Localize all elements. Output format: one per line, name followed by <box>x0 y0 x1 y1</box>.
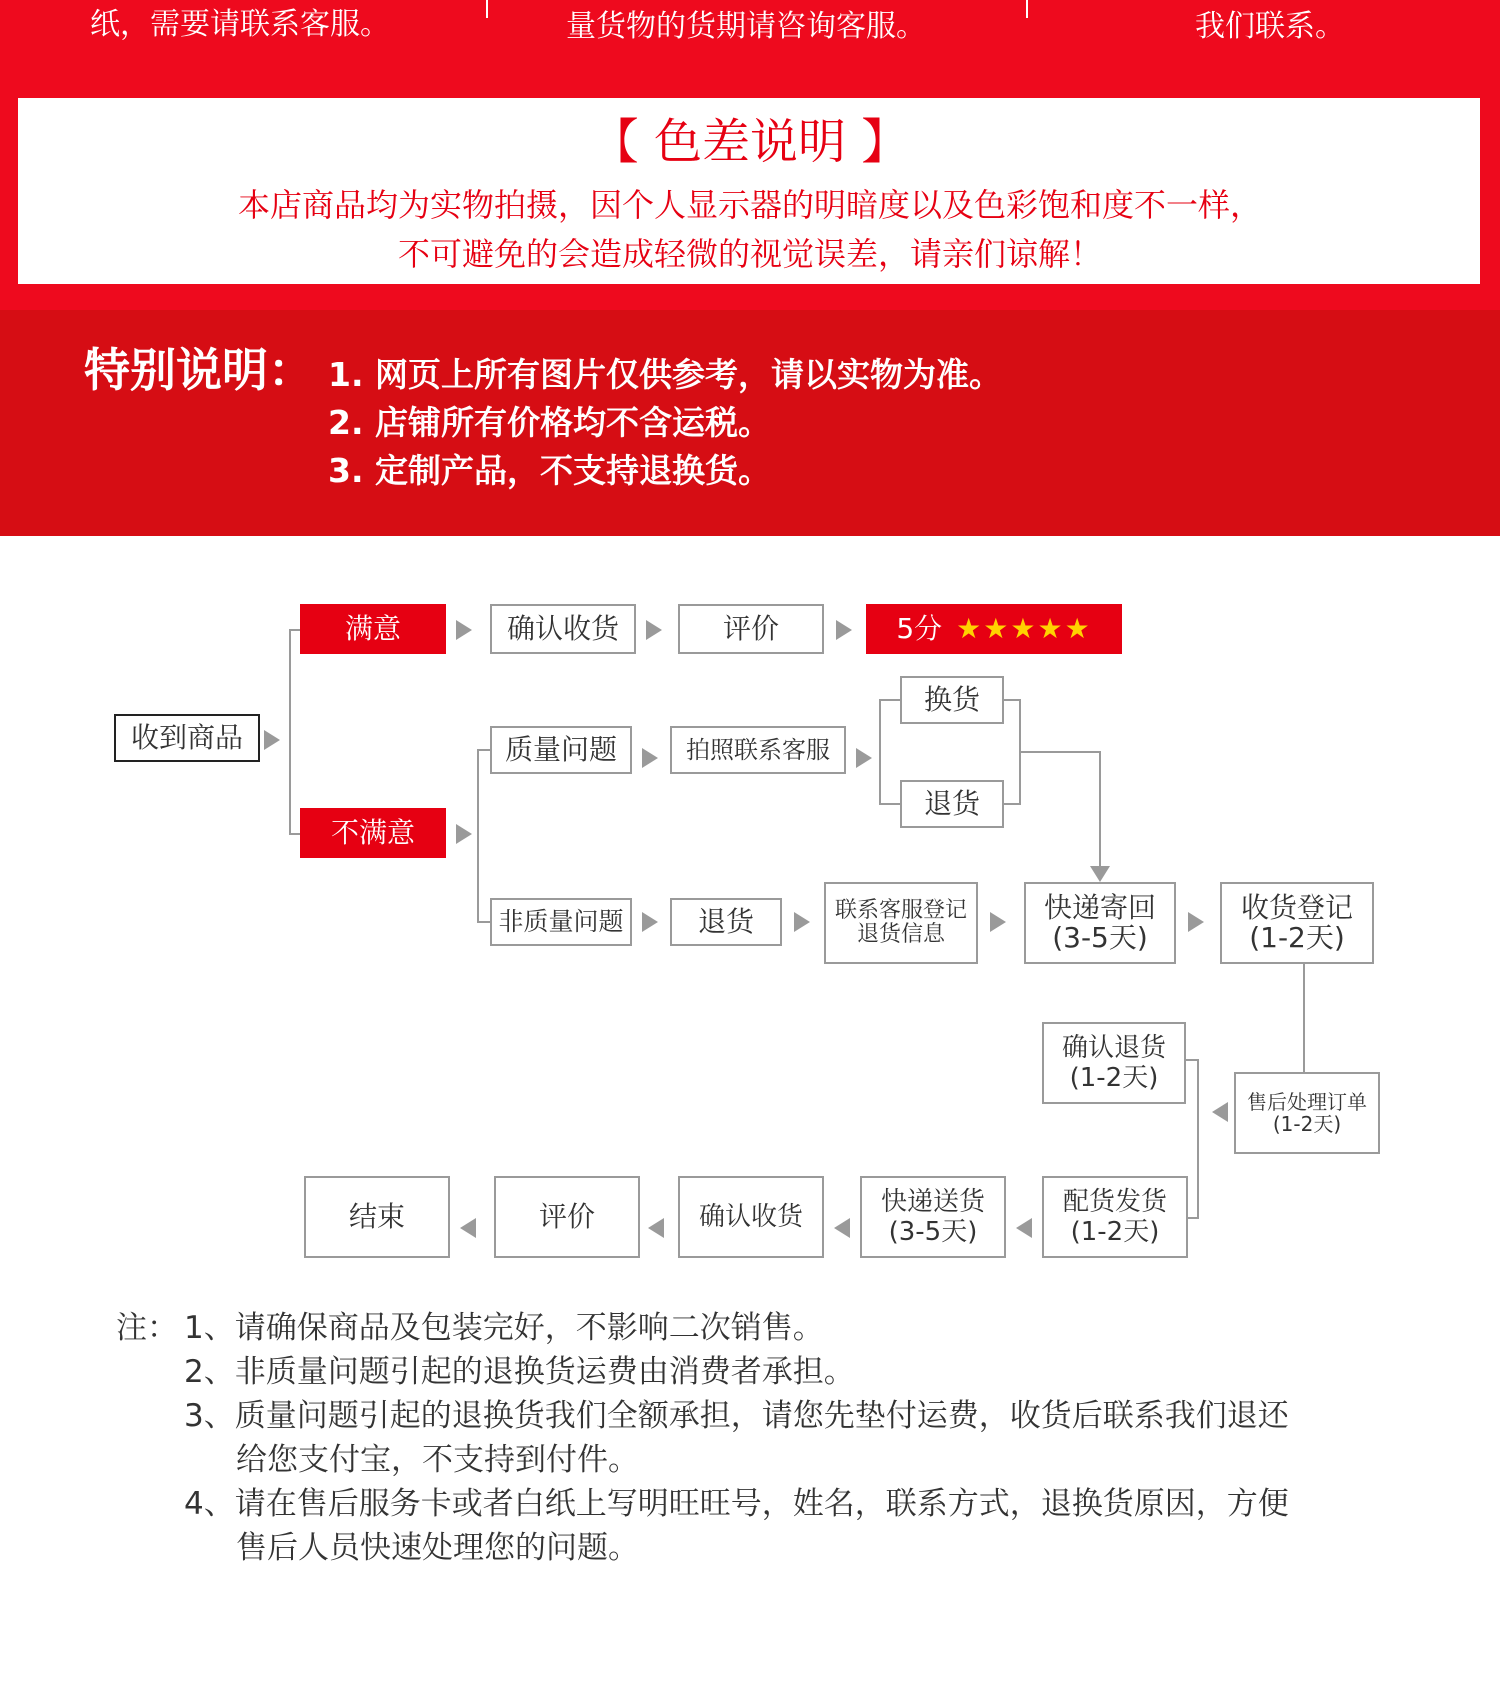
step-confirm-receipt: 确认收货 <box>490 604 636 654</box>
step-express-deliver <box>860 1176 1006 1258</box>
step-return-b: 退货 <box>670 898 782 946</box>
arrow-right-icon <box>642 912 658 932</box>
express-deliver-line2: (3-5天) <box>888 1217 978 1247</box>
dispatch-line2: (1-2天) <box>1070 1217 1160 1247</box>
step-dispatch <box>1042 1176 1188 1258</box>
step-end: 结束 <box>304 1176 450 1258</box>
special-notice-item: 2. 店铺所有价格均不含运税。 <box>328 403 771 442</box>
receipt-register-line1: 收货登记 <box>1240 891 1353 924</box>
dispatch-line1: 配货发货 <box>1062 1187 1167 1217</box>
arrow-right-icon <box>264 730 280 750</box>
arrow-right-icon <box>990 912 1006 932</box>
note-item: 2、非质量问题引起的退换货运费由消费者承担。 <box>184 1354 855 1390</box>
aftersale-order-line1: 售后处理订单 <box>1247 1090 1367 1114</box>
step-unsatisfied: 不满意 <box>300 808 446 858</box>
connector-satisfaction-bracket <box>290 630 300 834</box>
step-express-back <box>1024 882 1176 964</box>
color-notice-line1: 本店商品均为实物拍摄，因个人显示器的明暗度以及色彩饱和度不一样， <box>237 186 1262 224</box>
confirm-return-line2: (1-2天) <box>1069 1063 1159 1093</box>
arrow-right-icon <box>646 620 662 640</box>
arrow-down-icon <box>1090 866 1110 882</box>
step-photo-contact: 拍照联系客服 <box>670 726 846 774</box>
top-divider <box>486 0 488 18</box>
arrow-left-icon <box>460 1218 476 1238</box>
contact-register-line2: 退货信息 <box>856 922 945 947</box>
step-non-quality-issue: 非质量问题 <box>490 898 632 946</box>
step-review: 评价 <box>678 604 824 654</box>
express-back-line1: 快递寄回 <box>1043 891 1156 924</box>
top-strip-col1: 纸，需要请联系客服。 <box>90 7 390 42</box>
note-item: 4、请在售后服务卡或者白纸上写明旺旺号，姓名，联系方式，退换货原因，方便 <box>184 1486 1289 1522</box>
arrow-left-icon <box>834 1218 850 1238</box>
connector-exchange-left <box>880 700 900 804</box>
arrow-right-icon <box>456 620 472 640</box>
arrow-left-icon <box>1212 1102 1228 1122</box>
step-quality-issue: 质量问题 <box>490 726 632 774</box>
arrow-right-icon <box>856 748 872 768</box>
confirm-return-line1: 确认退货 <box>1061 1033 1166 1063</box>
step-confirm-return <box>1042 1022 1186 1104</box>
arrow-right-icon <box>836 620 852 640</box>
top-strip-col2: 量货物的货期请咨询客服。 <box>566 9 926 44</box>
step-confirm-receipt-b: 确认收货 <box>678 1176 824 1258</box>
step-five-score <box>866 604 1122 654</box>
step-aftersale-order <box>1234 1072 1380 1154</box>
connector-issue-bracket <box>478 750 490 922</box>
color-notice-title: 【 色差说明 】 <box>590 114 910 170</box>
five-score-label: 5分 <box>896 612 943 645</box>
step-receipt-register <box>1220 882 1374 964</box>
top-red-band <box>0 0 1500 96</box>
arrow-left-icon <box>648 1218 664 1238</box>
express-deliver-line1: 快递送货 <box>880 1187 985 1217</box>
arrow-right-icon <box>1188 912 1204 932</box>
express-back-line2: (3-5天) <box>1052 921 1148 954</box>
receipt-register-line2: (1-2天) <box>1249 921 1345 954</box>
arrow-right-icon <box>642 748 658 768</box>
arrow-right-icon <box>456 824 472 844</box>
step-return: 退货 <box>900 780 1004 828</box>
top-strip-col3: 我们联系。 <box>1195 9 1345 44</box>
top-divider <box>1026 0 1028 18</box>
contact-register-line1: 联系客服登记 <box>834 898 967 923</box>
step-exchange: 换货 <box>900 676 1004 724</box>
aftersale-order-line2: (1-2天) <box>1272 1112 1342 1136</box>
step-satisfied: 满意 <box>300 604 446 654</box>
connector-to-express-back <box>1020 752 1100 868</box>
note-item-continued: 给您支付宝，不支持到付件。 <box>236 1442 639 1478</box>
arrow-right-icon <box>794 912 810 932</box>
note-item-continued: 售后人员快速处理您的问题。 <box>236 1530 639 1566</box>
color-notice-line2: 不可避免的会造成轻微的视觉误差，请亲们谅解！ <box>397 235 1102 273</box>
notes-prefix: 注： <box>116 1310 178 1346</box>
special-notice-item: 1. 网页上所有图片仅供参考，请以实物为准。 <box>328 355 1002 394</box>
note-item: 1、请确保商品及包装完好，不影响二次销售。 <box>184 1310 824 1346</box>
star-rating-icon: ★★★★★ <box>956 612 1092 645</box>
after-sales-flowchart <box>0 536 1500 1316</box>
step-review-b: 评价 <box>494 1176 640 1258</box>
special-notice-label: 特别说明： <box>84 343 314 397</box>
connector-exchange-right <box>1004 700 1020 804</box>
note-item: 3、质量问题引起的退换货我们全额承担，请您先垫付运费，收货后联系我们退还 <box>184 1398 1289 1434</box>
step-contact-register <box>824 882 978 964</box>
special-notice-item: 3. 定制产品，不支持退换货。 <box>328 451 771 490</box>
step-received: 收到商品 <box>114 714 260 762</box>
arrow-left-icon <box>1016 1218 1032 1238</box>
